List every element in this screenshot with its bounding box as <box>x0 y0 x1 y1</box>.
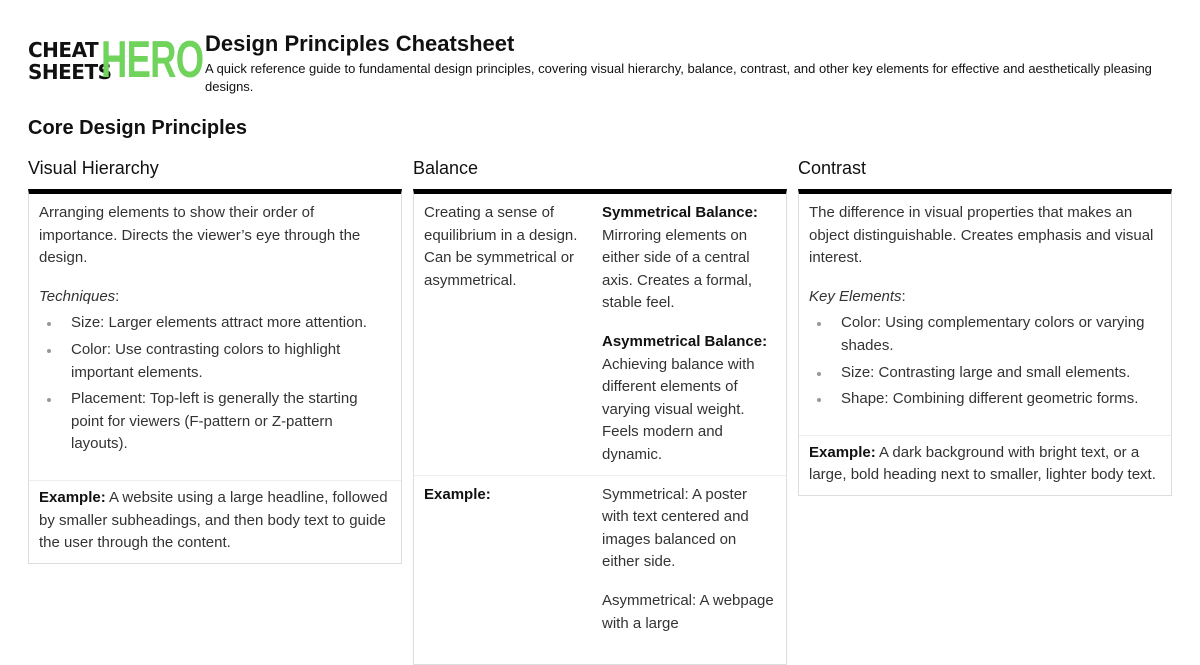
card-title: Balance <box>413 158 479 178</box>
asymmetrical-text: Achieving balance with different elements of varying visual weight. Feels modern and dynamic. <box>602 355 755 463</box>
cheatsheets-hero-logo[interactable] <box>28 31 204 89</box>
techniques-list <box>39 312 391 456</box>
page-header <box>28 30 1178 100</box>
card-title: Contrast <box>798 158 867 178</box>
card-title: Visual Hierarchy <box>28 158 159 178</box>
list-item: Size: Larger elements attract more attention. <box>39 312 391 335</box>
card-contrast <box>798 189 1172 496</box>
example-section <box>799 435 1171 495</box>
column-balance <box>413 155 787 665</box>
card-description: Arranging elements to show their order of importance. Directs the viewer’s eye through the design. <box>39 204 361 267</box>
card-description: The difference in visual properties that makes an object distinguishable. Creates emphasis and visual interest. <box>809 204 1154 267</box>
list-item: Color: Using complementary colors or varying shades. <box>809 312 1161 357</box>
column-visual-hierarchy <box>28 155 402 564</box>
example-label: Example: <box>809 443 876 461</box>
key-elements-list <box>809 312 1161 410</box>
card-visual-hierarchy <box>28 189 402 564</box>
title-block <box>205 30 1175 96</box>
example-text: A website using a large headline, followed by smaller subheadings, and then body text to guide the user through the content. <box>39 488 388 552</box>
symmetrical-label: Symmetrical Balance: <box>602 204 758 221</box>
logo-text-hero: HERO <box>101 31 204 89</box>
key-elements-label: Key Elements: <box>809 287 906 305</box>
section-title: Core Design Principles <box>28 117 247 139</box>
logo-text-sheets: SHEETS <box>28 60 112 84</box>
list-item: Color: Use contrasting colors to highlight important elements. <box>39 339 391 384</box>
example-section <box>414 475 786 644</box>
card-description: Creating a sense of equilibrium in a design. Can be symmetrical or asymmetrical. <box>424 204 578 289</box>
example-text: A dark background with bright text, or a large, bold heading next to smaller, lighter body text. <box>809 443 1156 484</box>
example-label: Example: <box>424 485 491 503</box>
logo-text-cheat: CHEAT <box>28 38 99 62</box>
example-asymmetrical: Asymmetrical: A webpage with a large <box>602 591 774 632</box>
list-item: Size: Contrasting large and small elements. <box>809 362 1161 385</box>
list-item: Placement: Top-left is generally the starting point for viewers (F-pattern or Z-pattern layouts). <box>39 388 391 456</box>
column-contrast <box>798 155 1172 496</box>
page-title: Design Principles Cheatsheet <box>205 31 515 56</box>
list-item: Shape: Combining different geometric forms. <box>809 388 1161 411</box>
symmetrical-text: Mirroring elements on either side of a central axis. Creates a formal, stable feel. <box>602 226 753 312</box>
asymmetrical-label: Asymmetrical Balance: <box>602 332 768 350</box>
example-section <box>29 480 401 563</box>
card-balance <box>413 189 787 665</box>
techniques-label: Techniques: <box>39 287 120 305</box>
example-symmetrical: Symmetrical: A poster with text centered and images balanced on either side. <box>602 485 749 571</box>
example-label: Example: <box>39 488 106 506</box>
page-subtitle: A quick reference guide to fundamental design principles, covering visual hierarchy, balance, contrast, and other key elements for effective and aesthetically pleasing designs. <box>205 61 1152 94</box>
